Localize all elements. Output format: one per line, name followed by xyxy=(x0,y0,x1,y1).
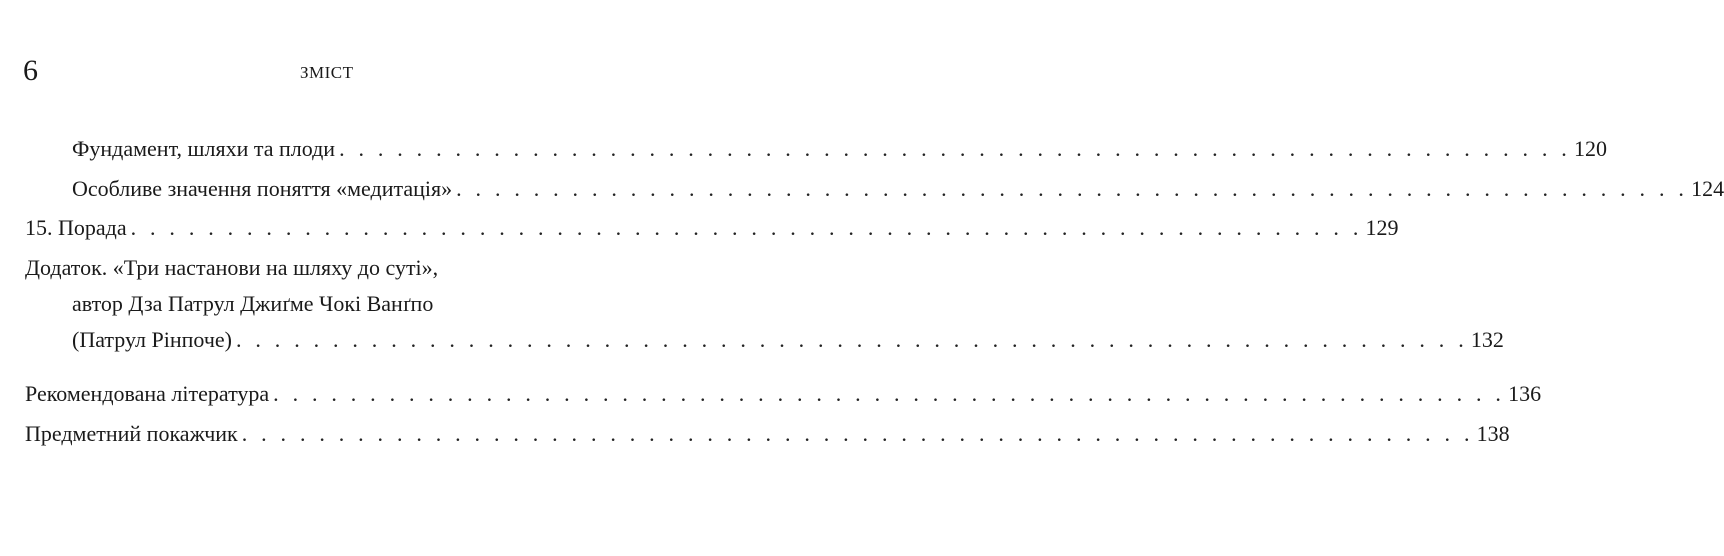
leader-dots: . . . . . . . . . . . . . . . . . . . . . . . . . . . . . . . . . . . . . . . . . . . . . . . . . . . . . . . . . . . . . . . . xyxy=(456,176,1689,201)
toc-entry-title: Рекомендована література xyxy=(25,381,270,406)
toc-entry-page: 132 xyxy=(1470,327,1504,352)
toc-entry-title: Фундамент, шляхи та плоди xyxy=(72,136,336,161)
toc-entry-title-line-2: автор Дза Патрул Джиґме Чокі Ванґпо xyxy=(72,291,434,316)
toc-entry-line[interactable] xyxy=(0,250,700,286)
toc-entry-page: 124 xyxy=(1691,176,1724,201)
toc-entry-page: 138 xyxy=(1476,421,1510,446)
toc-entry[interactable] xyxy=(0,210,1399,246)
toc-entry-title-line-1: Додаток. «Три настанови на шляху до суті», xyxy=(25,255,439,280)
toc-entry-title: (Патрул Рінпоче) xyxy=(72,327,232,352)
toc-entry[interactable] xyxy=(0,131,1607,167)
toc-entry[interactable] xyxy=(0,376,1542,412)
leader-dots: . . . . . . . . . . . . . . . . . . . . . . . . . . . . . . . . . . . . . . . . . . . . . . . . . . . . . . . . . . . . . . . . xyxy=(273,381,1506,406)
leader-dots: . . . . . . . . . . . . . . . . . . . . . . . . . . . . . . . . . . . . . . . . . . . . . . . . . . . . . . . . . . . . . . . . xyxy=(339,136,1571,161)
toc-entry[interactable] xyxy=(0,322,1504,358)
toc-entry-title: Предметний покажчик xyxy=(25,421,238,446)
leader-dots: . . . . . . . . . . . . . . . . . . . . . . . . . . . . . . . . . . . . . . . . . . . . . . . . . . . . . . . . . . . . . . . . xyxy=(130,215,1363,240)
toc-entry-page: 129 xyxy=(1365,215,1399,240)
page-number: 6 xyxy=(23,54,38,87)
toc-entry-page: 120 xyxy=(1573,136,1607,161)
leader-dots: . . . . . . . . . . . . . . . . . . . . . . . . . . . . . . . . . . . . . . . . . . . . . . . . . . . . . . . . . . . . . . . . xyxy=(236,327,1468,352)
toc-entry-line[interactable] xyxy=(0,286,700,322)
toc-entry[interactable] xyxy=(0,171,1724,207)
toc-entry[interactable] xyxy=(0,416,1510,452)
leader-dots: . . . . . . . . . . . . . . . . . . . . . . . . . . . . . . . . . . . . . . . . . . . . . . . . . . . . . . . . . . . . . . . . xyxy=(241,421,1474,446)
toc-entry-title: Особливе значення поняття «медитація» xyxy=(72,176,453,201)
running-head: ЗМІСТ xyxy=(300,63,354,82)
toc-entry-page: 136 xyxy=(1508,381,1542,406)
toc-entry-title: 15. Порада xyxy=(25,215,127,240)
